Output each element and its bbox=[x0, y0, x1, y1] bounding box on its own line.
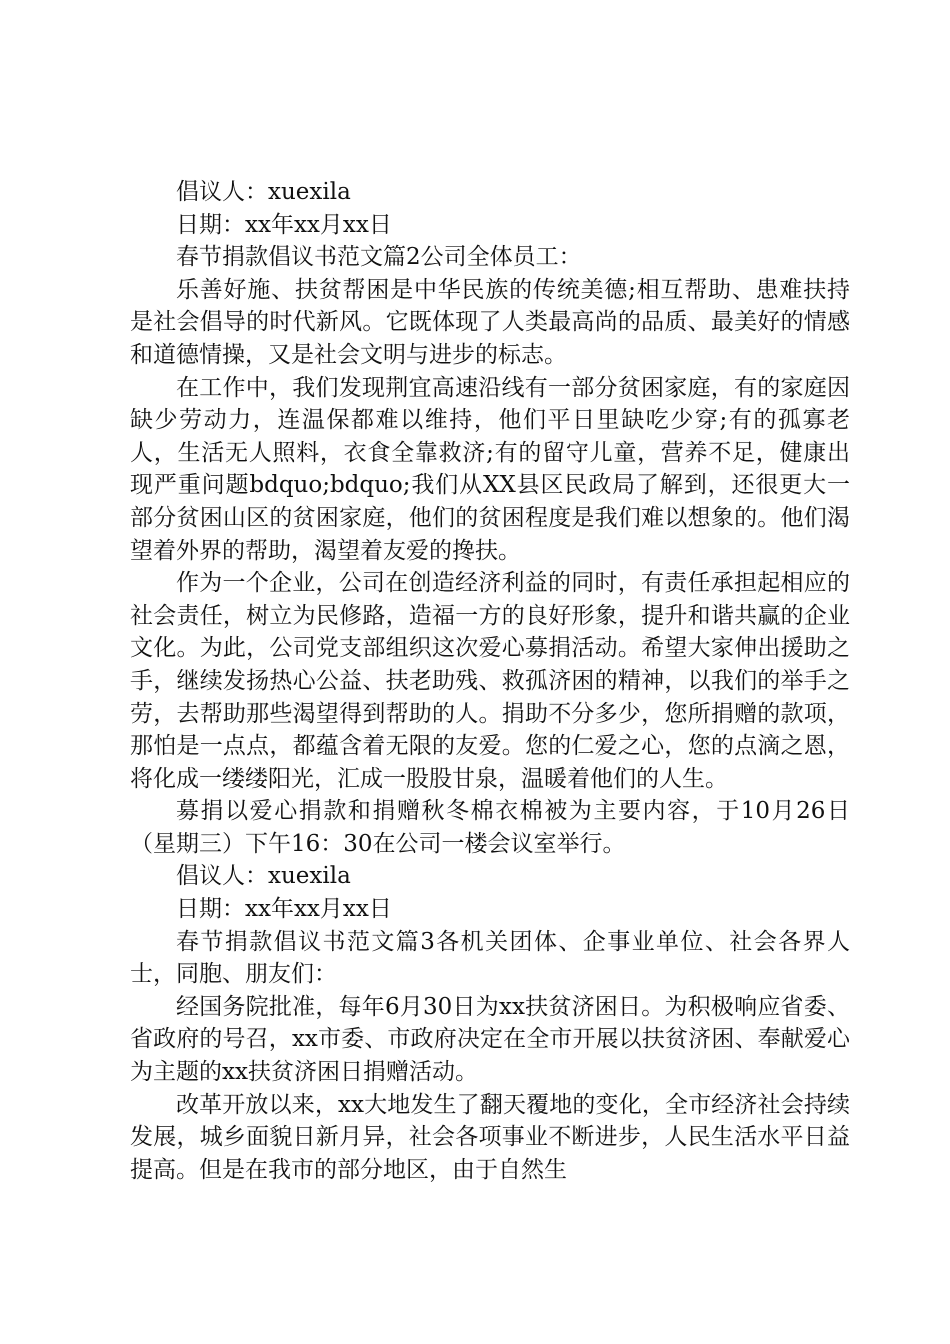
body-paragraph: 经国务院批准，每年6月30日为xx扶贫济困日。为积极响应省委、省政府的号召，xx市委、市政府决定在全市开展以扶贫济困、奉献爱心为主题的xx扶贫济困日捐赠活动。 bbox=[130, 993, 850, 1086]
body-paragraph: 募捐以爱心捐款和捐赠秋冬棉衣棉被为主要内容，于10月26日（星期三）下午16：30在公司一楼会议室举行。 bbox=[130, 798, 850, 857]
section-heading: 春节捐款倡议书范文篇3各机关团体、企事业单位、社会各界人士，同胞、朋友们： bbox=[130, 928, 850, 988]
body-paragraph: 乐善好施、扶贫帮困是中华民族的传统美德;相互帮助、患难扶持是社会倡导的时代新风。它既体现了人类最高尚的品质、最美好的情感和道德情操，又是社会文明与进步的标志。 bbox=[130, 276, 850, 368]
body-paragraph: 改革开放以来，xx大地发生了翻天覆地的变化，全市经济社会持续发展，城乡面貌日新月异，社会各项事业不断进步，人民生活水平日益提高。但是在我市的部分地区，由于自然生 bbox=[130, 1091, 850, 1183]
date-line: 日期：xx年xx月xx日 bbox=[176, 896, 392, 923]
body-paragraph: 作为一个企业，公司在创造经济利益的同时，有责任承担起相应的社会责任，树立为民修路，造福一方的良好形象，提升和谐共赢的企业文化。为此，公司党支部组织这次爱心募捐活动。希望大家伸出援助之手，继续发扬热心公益、扶老助残、救孤济困的精神，以我们的举手之劳，去帮助那些渴望得到帮助的人。捐助不分多少，您所捐赠的款项，那怕是一点点，都蕴含着无限的友爱。您的仁爱之心，您的点滴之恩，将化成一缕缕阳光，汇成一股股甘泉，温暖着他们的人生。 bbox=[130, 570, 850, 792]
signature-line: 倡议人：xuexila bbox=[176, 179, 351, 205]
body-paragraph: 在工作中，我们发现荆宜高速沿线有一部分贫困家庭，有的家庭因缺少劳动力，连温保都难以维持，他们平日里缺吃少穿;有的孤寡老人，生活无人照料，衣食全靠救济;有的留守儿童，营养不足，健康出现严重问题bdquo;bdquo;我们从XX县区民政局了解到，还很更大一部分贫困山区的贫困家庭，他们的贫困程度是我们难以想象的。他们渴望着外界的帮助，渴望着友爱的搀扶。 bbox=[130, 374, 850, 564]
signature-line: 倡议人：xuexila bbox=[176, 863, 351, 890]
document-body bbox=[130, 176, 850, 1186]
date-line: 日期：xx年xx月xx日 bbox=[176, 211, 392, 238]
section-heading: 春节捐款倡议书范文篇2公司全体员工： bbox=[176, 244, 582, 271]
